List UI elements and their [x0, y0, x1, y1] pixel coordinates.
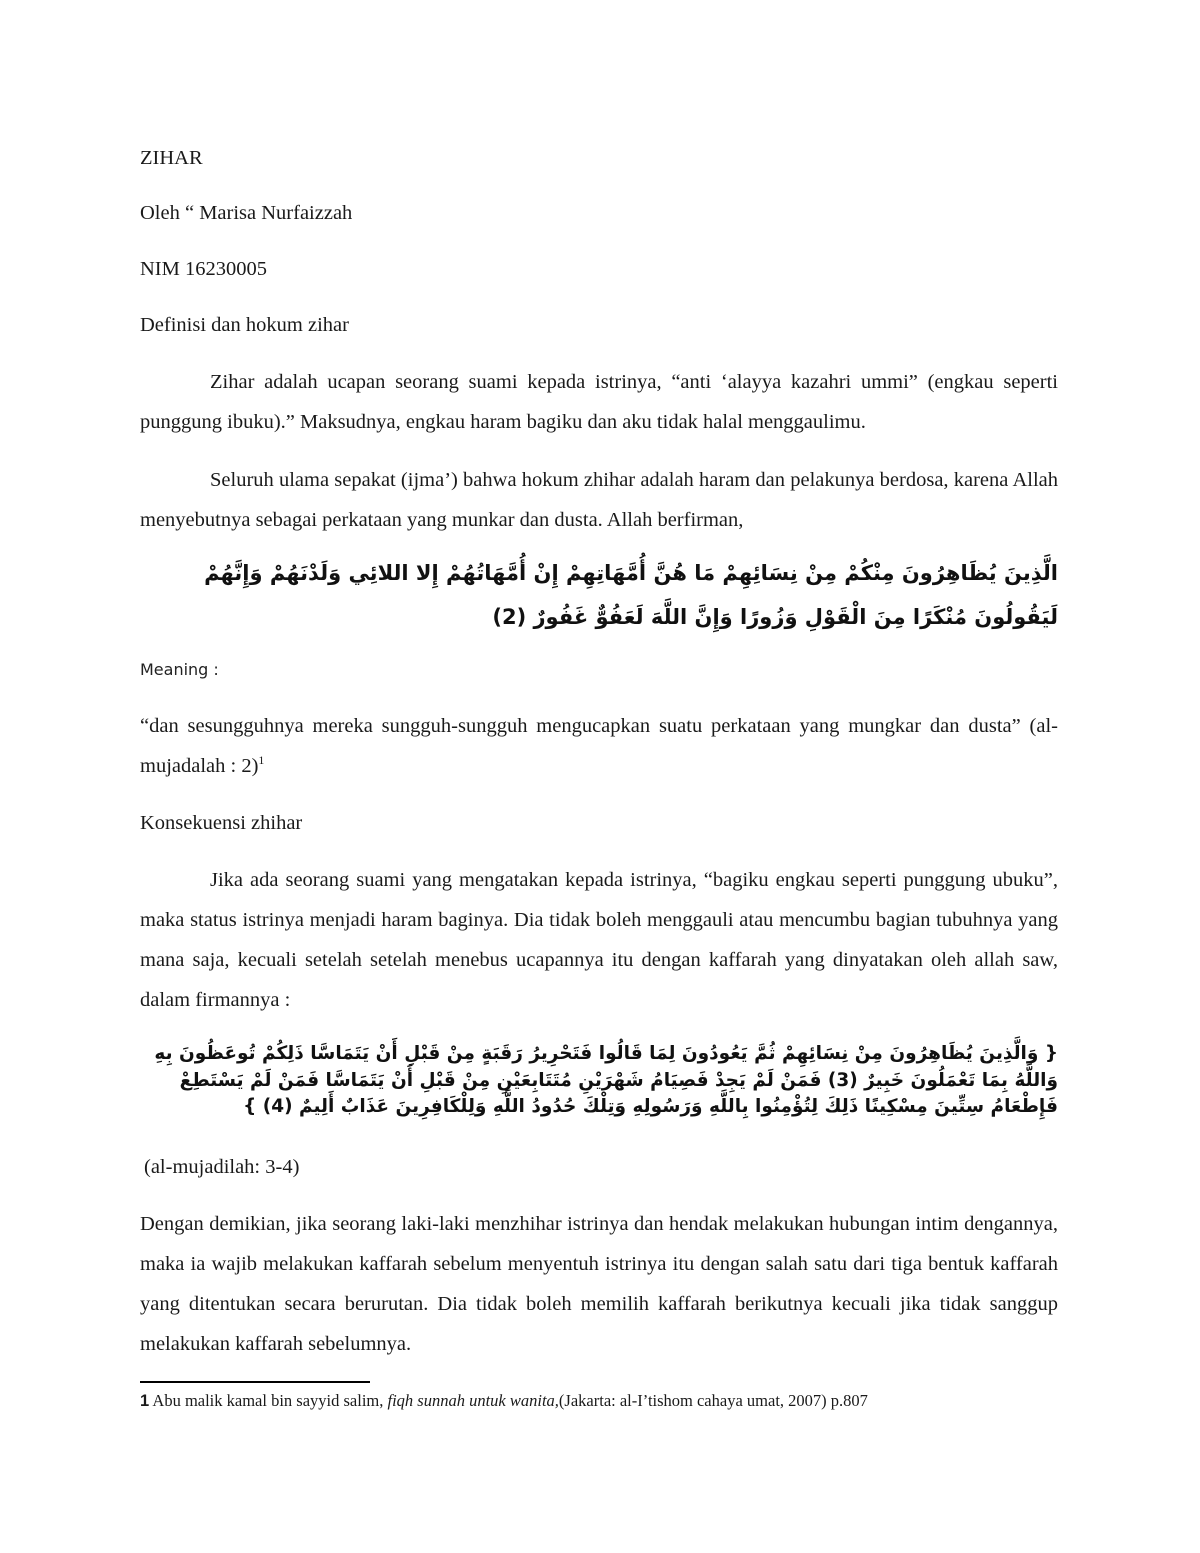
footnote-number: 1 — [140, 1392, 150, 1410]
nim-line: NIM 16230005 — [140, 258, 267, 280]
footnote-reference: 1 — [258, 753, 265, 768]
paragraph-ijma: Seluruh ulama sepakat (ijma’) bahwa hokum zhihar adalah haram dan pelakunya berdosa, karena Allah menyebutnya sebagai perkataan yang munkar dan dusta. Allah berfirman, — [140, 469, 1058, 531]
footnote-book-title: fiqh sunnah untuk wanita, — [383, 1391, 559, 1410]
meaning-label: Meaning : — [140, 660, 219, 679]
meaning-text-body: “dan sesungguhnya mereka sungguh-sungguh mengucapkan suatu perkataan yang mungkar dan dusta” (al-mujadalah : 2) — [140, 715, 1058, 777]
footnote-separator — [140, 1381, 370, 1383]
quran-verse-mujadalah-2: الَّذِينَ يُظَاهِرُونَ مِنْكُمْ مِنْ نِسَائِهِمْ مَا هُنَّ أُمَّهَاتِهِمْ إِنْ أُمَّهَاتُهُمْ إِلا اللائِي وَلَدْنَهُمْ وَإِنَّهُمْ لَيَقُولُونَ مُنْكَرًا مِنَ الْقَوْلِ وَزُورًا وَإِنَّ اللَّهَ لَعَفُوٌّ غَفُورٌ (2) — [204, 561, 1058, 629]
section-heading-consequence: Konsekuensi zhihar — [140, 812, 303, 834]
paragraph-consequence: Jika ada seorang suami yang mengatakan kepada istrinya, “bagiku engkau seperti punggung ubuku”, maka status istrinya menjadi haram baginya. Dia tidak boleh menggauli atau mencumbu bagian tubuhnya yang mana saja, kecuali setelah setelah menebus ucapannya itu dengan kaffarah yang dinyatakan oleh allah saw, dalam firmannya : — [140, 869, 1058, 1011]
footnote-author: Abu malik kamal bin sayyid salim, — [149, 1391, 384, 1410]
document-page — [140, 0, 1058, 1553]
footnote-publisher: (Jakarta: al-I’tishom cahaya umat, 2007) p.807 — [558, 1391, 868, 1410]
document-title: ZIHAR — [140, 147, 203, 169]
section-heading-definition: Definisi dan hokum zihar — [140, 314, 349, 336]
meaning-text — [140, 706, 1058, 786]
paragraph-definition: Zihar adalah ucapan seorang suami kepada istrinya, “anti ‘alayya kazahri ummi” (engkau seperti punggung ibuku).” Maksudnya, engkau haram bagiku dan aku tidak halal menggaulimu. — [140, 371, 1058, 433]
footnote — [140, 1393, 868, 1410]
author-line: Oleh “ Marisa Nurfaizzah — [140, 202, 353, 224]
quran-verse-mujadilah-3-4: { وَالَّذِينَ يُظَاهِرُونَ مِنْ نِسَائِهِمْ ثُمَّ يَعُودُونَ لِمَا قَالُوا فَتَحْرِيرُ رَقَبَةٍ مِنْ قَبْلِ أَنْ يَتَمَاسَّا ذَلِكُمْ تُوعَظُونَ بِهِ وَاللَّهُ بِمَا تَعْمَلُونَ خَبِيرٌ (3) فَمَنْ لَمْ يَجِدْ فَصِيَامُ شَهْرَيْنِ مُتَتَابِعَيْنِ مِنْ قَبْلِ أَنْ يَتَمَاسَّا فَمَنْ لَمْ يَسْتَطِعْ فَإِطْعَامُ سِتِّينَ مِسْكِينًا ذَلِكَ لِتُؤْمِنُوا بِاللَّهِ وَرَسُولِهِ وَتِلْكَ حُدُودُ اللَّهِ وَلِلْكَافِرِينَ عَذَابٌ أَلِيمٌ (4) } — [154, 1043, 1058, 1117]
paragraph-conclusion: Dengan demikian, jika seorang laki-laki menzhihar istrinya dan hendak melakukan hubungan intim dengannya, maka ia wajib melakukan kaffarah sebelum menyentuh istrinya itu dengan salah satu dari tiga bentuk kaffarah yang ditentukan secara berurutan. Dia tidak boleh memilih kaffarah berikutnya kecuali jika tidak sanggup melakukan kaffarah sebelumnya. — [140, 1213, 1058, 1355]
verse-reference: (al-mujadilah: 3-4) — [144, 1156, 300, 1178]
